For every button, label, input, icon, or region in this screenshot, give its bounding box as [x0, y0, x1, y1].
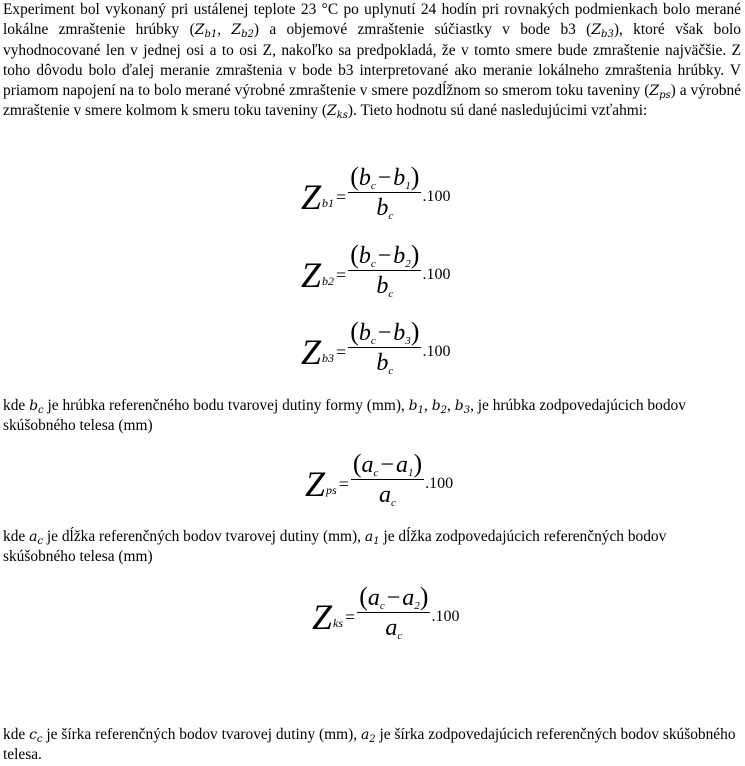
intro-paragraph: [3, 0, 741, 122]
formula-factor: .100: [422, 266, 451, 284]
intro-text-4: ), ktoré však bolo vyhodnocované len v jednej osi a to osi Z, nakoľko sa predpokladá, že v tomto smere bude zmraštenie najväčšie. Z toho dôvodu bolo ďalej meranie zmraštenia v bode b3 interpretované ako meranie lokálneho zmraštenia hrúbky. V priamom napojení na to bolo merané výrobné zmraštenie v smere pozdĺžnom so smerom toku taveniny (: [3, 21, 741, 100]
formula-z-b1: [301, 163, 450, 223]
formula-lhs: Z: [312, 597, 333, 638]
formula-numerator: $(b_c-b_2)$: [350, 240, 420, 270]
formula-numerator: $(a_c-a_2)$: [359, 582, 429, 612]
var-a-1: $a_1$: [364, 529, 380, 547]
formula-equals: =: [336, 264, 347, 285]
formula-denominator: $a_c$: [385, 615, 403, 643]
formula-fraction: [351, 450, 424, 510]
formula-lhs-sub: b2: [322, 273, 335, 288]
formula-numerator: $(a_c-a_1)$: [352, 449, 423, 479]
var-z-b3: $Z_{b3}$: [591, 22, 614, 41]
formula-denominator: $b_c$: [376, 350, 394, 378]
var-b-1: $b_1$: [408, 398, 424, 416]
formula-factor: .100: [425, 475, 454, 493]
formula-equals: =: [336, 341, 347, 362]
formula-lhs-sub: b3: [322, 350, 335, 365]
formula-factor: .100: [431, 608, 460, 626]
var-b-3: $b_3$: [454, 398, 471, 416]
definition-c-paragraph: kde $c_c$ je šírka referenčných bodov tvarovej dutiny (mm), $a_2$ je šírka zodpovedajúcich referenčných bodov skúšobného telesa.: [3, 726, 736, 764]
formula-z-b2: [301, 241, 450, 301]
formula-fraction: [348, 241, 421, 301]
formula-lhs: Z: [301, 177, 322, 218]
var-b-c: $b_c$: [29, 398, 44, 416]
formula-z-ps: [305, 450, 453, 510]
formula-fraction: [348, 318, 421, 378]
formula-factor: .100: [422, 188, 451, 206]
formula-z-b3: [301, 318, 450, 378]
formula-lhs: Z: [301, 255, 322, 296]
intro-text-1: Experiment bol vykonaný pri ustálenej teplote 23 °C po uplynutí 24 hodín pri rovnakých podmienkach bolo merané lokálne zmraštenie hrúbky (: [3, 1, 741, 39]
formula-lhs-sub: ps: [326, 482, 337, 497]
formula-denominator: $b_c$: [376, 195, 394, 223]
intro-text-6: ). Tieto hodnotu sú dané nasledujúcimi vzťahmi:: [347, 102, 648, 120]
var-c-c: $c_c$: [29, 727, 43, 745]
formula-denominator: $b_c$: [376, 273, 394, 301]
formula-factor: .100: [422, 343, 451, 361]
var-z-ps: $Z_{ps}$: [649, 83, 671, 102]
formula-lhs: Z: [305, 464, 326, 505]
definition-b-paragraph: kde $b_c$ je hrúbka referenčného bodu tvarovej dutiny formy (mm), $b_1$, $b_2$, $b_3$, je hrúbka zodpovedajúcich bodov skúšobného telesa (mm): [3, 397, 686, 435]
formula-lhs-sub: ks: [333, 615, 344, 630]
formula-equals: =: [338, 473, 349, 494]
definition-a-paragraph: kde $a_c$ je dĺžka referenčných bodov tvarovej dutiny (mm), $a_1$ je dĺžka zodpovedajúcich referenčných bodov skúšobného telesa (mm): [3, 528, 667, 566]
var-b-2: $b_2$: [431, 398, 448, 416]
var-z-ks: $Z_{ks}$: [326, 103, 348, 122]
formula-equals: =: [336, 186, 347, 207]
var-z-b1: $Z_{b1}$: [194, 22, 218, 41]
var-a-c: $a_c$: [29, 529, 44, 547]
formula-denominator: $a_c$: [379, 482, 396, 510]
formula-numerator: $(b_c-b_3)$: [350, 317, 420, 347]
var-z-b2: $Z_{b2}$: [231, 22, 254, 41]
formula-fraction: [357, 583, 430, 643]
formula-lhs: Z: [301, 332, 322, 373]
formula-numerator: $(b_c-b_1)$: [350, 162, 420, 192]
formula-lhs-sub: b1: [322, 195, 335, 210]
formula-equals: =: [345, 606, 356, 627]
intro-text-3: ) a objemové zmraštenie súčiastky v bode b3 (: [253, 21, 592, 39]
var-a-2: $a_2$: [360, 727, 376, 745]
intro-text-5: ) a výrobné zmraštenie v smere kolmom k smeru toku taveniny (: [3, 82, 741, 120]
formula-z-ks: [312, 583, 459, 643]
formula-fraction: [348, 163, 421, 223]
intro-text-2: ,: [217, 21, 232, 39]
